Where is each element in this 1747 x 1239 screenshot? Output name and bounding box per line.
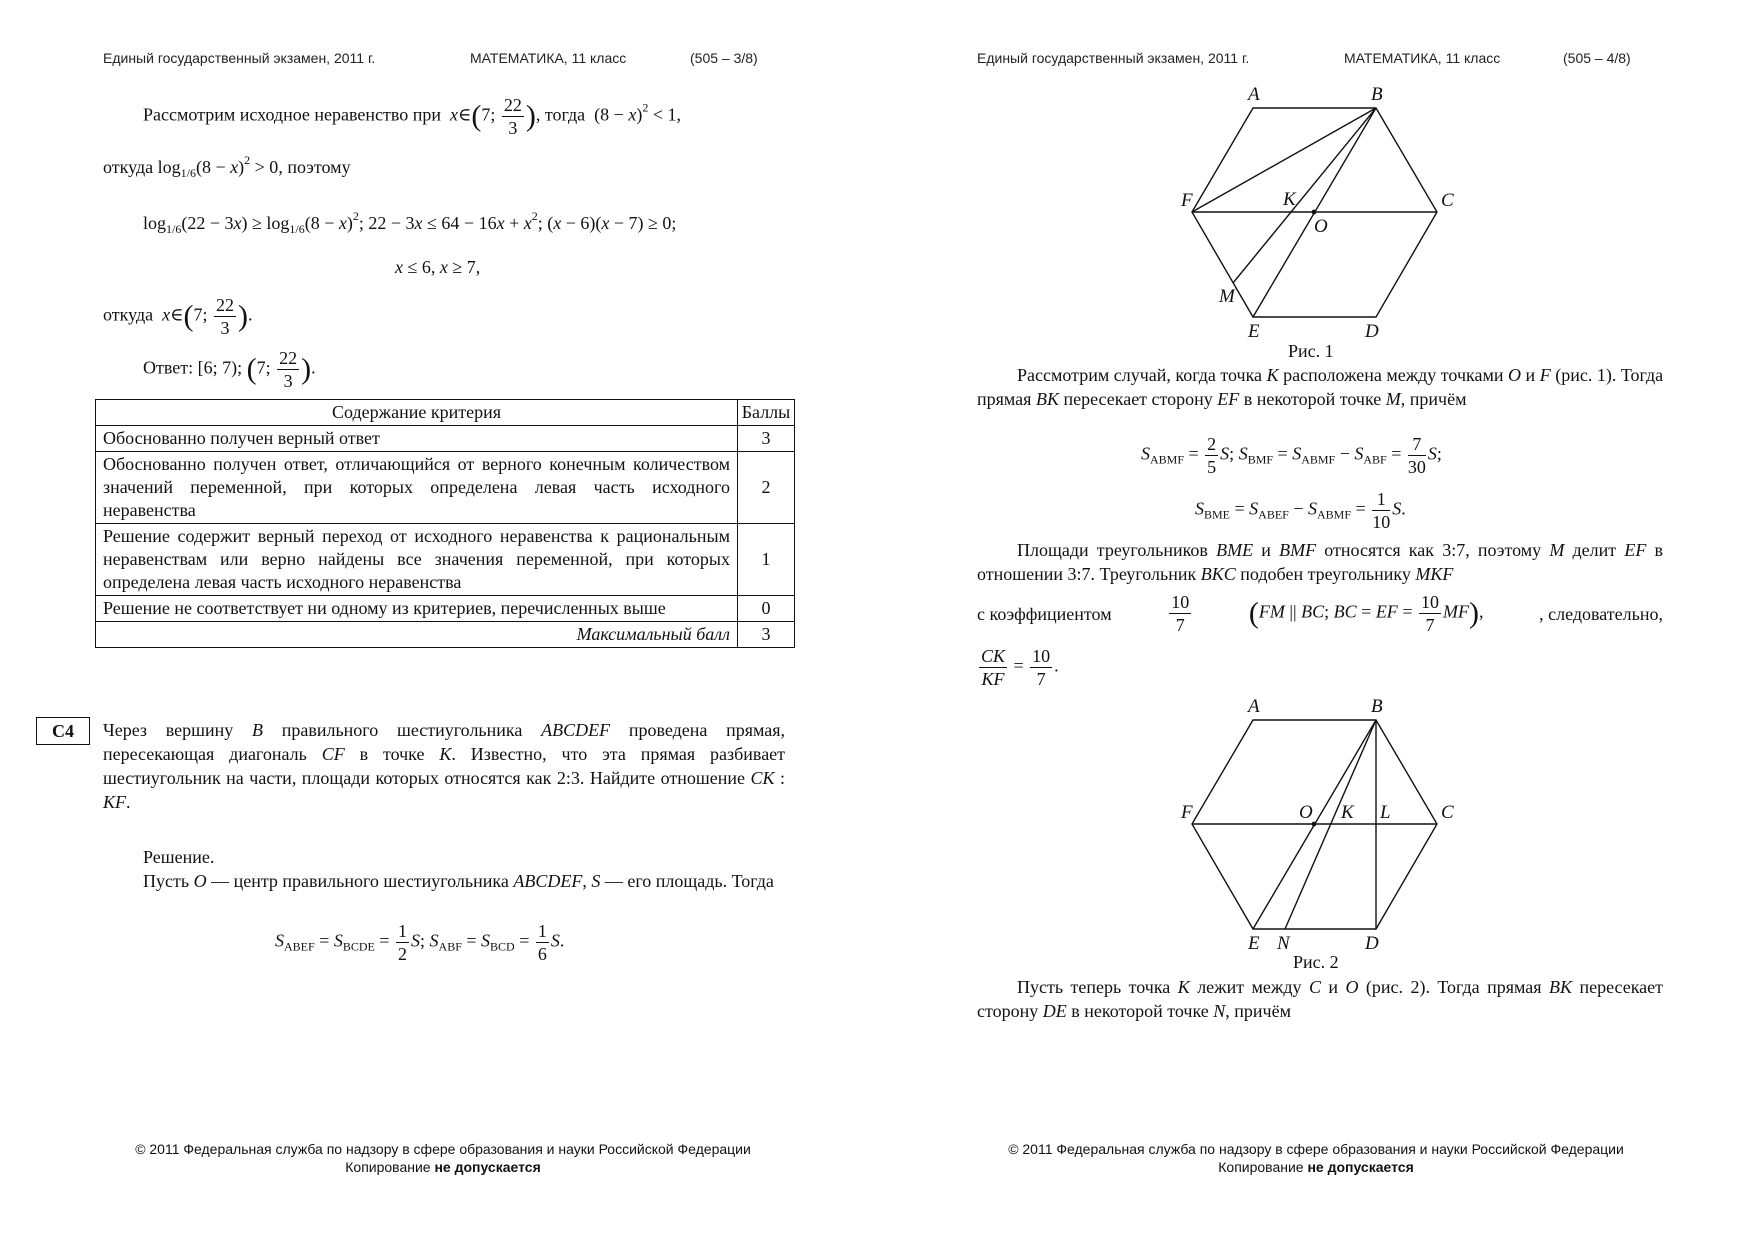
- label-m: M: [1219, 286, 1235, 307]
- text-fragment: — его: [604, 871, 652, 891]
- text-fragment: площадь. Тогда: [655, 871, 774, 891]
- solution-title: Решение.: [143, 847, 215, 867]
- label-a: A: [1248, 84, 1260, 105]
- text-fragment: и: [1328, 977, 1339, 997]
- label-b: B: [1371, 696, 1383, 717]
- footer-notice: [933, 1158, 1699, 1176]
- table-row: [96, 524, 795, 596]
- label-o: O: [1299, 802, 1313, 823]
- area-formula: $S_{ABEF} = S_{BCDE}$ = $\frac{1}{2}$ S; $S_{ABF} = S_{BCD}$ = $\frac{1}{6}$ S.: [275, 921, 565, 964]
- paragraph-3: Пусть теперь точка K лежит между C и O (рис. 2). Тогда прямая BK пересекает сторону DE в некоторой точке N, причём: [977, 977, 1664, 1021]
- footer-copyright: © 2011 Федеральная служба по надзору в сфере образования и науки Российской Федерации: [135, 1141, 751, 1157]
- text-fragment: откуда: [103, 304, 154, 325]
- formula-2: $S_{BME} = S_{ABEF} - S_{ABMF}$ = $\frac{1}{10}$ S.: [1195, 489, 1406, 532]
- text-fragment: (рис. 1). Тогда прямая: [977, 365, 1664, 409]
- text-fragment: делит: [1572, 540, 1617, 560]
- label-n: N: [1277, 933, 1290, 954]
- text-fragment: Рассмотрим случай, когда точка: [1017, 365, 1263, 385]
- header-subject: МАТЕМАТИКА, 11 класс: [1344, 50, 1501, 66]
- label-o: O: [1314, 216, 1328, 237]
- text-fragment: , причём: [1225, 1001, 1291, 1021]
- figure-1-caption: Рис. 1: [1288, 341, 1334, 361]
- table-header-row: [96, 400, 795, 426]
- text-fragment: проведена прямая, пересекающая диагональ: [103, 720, 786, 764]
- text-fragment: — центр правильного шестиугольника: [211, 871, 509, 891]
- criterion-score: 1: [738, 524, 795, 596]
- solution-line-4: x ≤ 6, x ≥ 7,: [395, 257, 481, 277]
- paragraph-1: Рассмотрим случай, когда точка K расположена между точками O и F (рис. 1). Тогда прямая BK пересекает сторону EF в некоторой точке M, причём: [977, 365, 1664, 409]
- left-page: [0, 0, 873, 1239]
- label-d: D: [1365, 321, 1379, 342]
- label-a: A: [1248, 696, 1260, 717]
- paragraph-2: Площади треугольников BME и BMF относятся как 3:7, поэтому M делит EF в отношении 3:7. Треугольник BKC подобен треугольнику MKF: [977, 540, 1664, 584]
- table-max-row: [96, 622, 795, 648]
- label-k: K: [1283, 189, 1296, 210]
- text-fragment: Копирование: [1218, 1159, 1304, 1175]
- task-statement: Через вершину B правильного шестиугольника ABCDEF проведена прямая, пересекающая диагональ CF в точке K. Известно, что эта прямая разбивает шестиугольник на части, площади которых относятся как 2:3. Найдите отношение CK : KF.: [103, 720, 786, 812]
- footer: [933, 1140, 1699, 1176]
- text-fragment: . Известно, что эта прямая разбивает шестиугольник на части, площади которых относятся как 2:3. Найдите отношение: [103, 744, 786, 788]
- text-fragment: в некоторой точке: [1071, 1001, 1209, 1021]
- text-fragment: , поэтому: [278, 157, 351, 177]
- table-row: [96, 426, 795, 452]
- right-page: [873, 0, 1747, 1239]
- text-fragment: в точке: [359, 744, 425, 764]
- header-page: (505 – 4/8): [1563, 50, 1631, 66]
- answer-label: Ответ:: [143, 357, 194, 378]
- text-fragment: не допускается: [1307, 1159, 1414, 1175]
- header-exam: Единый государственный экзамен, 2011 г.: [977, 50, 1250, 66]
- criterion-score: 2: [738, 452, 795, 524]
- header-page: (505 – 3/8): [690, 50, 758, 66]
- table-row: [96, 596, 795, 622]
- label-e: E: [1248, 321, 1260, 342]
- footer-notice: [60, 1158, 826, 1176]
- label-l: L: [1380, 802, 1391, 823]
- answer-line: Ответ: [6; 7); (7; $\frac{22}{3}$ ).: [143, 348, 316, 391]
- criteria-table: [95, 399, 795, 648]
- max-score: 3: [738, 622, 795, 648]
- footer: [60, 1140, 826, 1176]
- text-fragment: (рис. 2). Тогда прямая: [1365, 977, 1542, 997]
- text-fragment: пересекает сторону: [977, 977, 1664, 1021]
- solution-line-2: откуда $\log_{1/6}(8 - x)^2 > 0$, поэтому: [103, 153, 351, 180]
- text-fragment: относятся как 3:7, поэтому: [1324, 540, 1542, 560]
- figure-2-caption: Рис. 2: [1293, 952, 1339, 972]
- criterion-score: 0: [738, 596, 795, 622]
- text-fragment: расположена между точками: [1283, 365, 1504, 385]
- max-label: Максимальный балл: [96, 622, 738, 648]
- task-id-badge: C4: [36, 717, 90, 745]
- label-f: F: [1181, 802, 1193, 823]
- criterion-text: Решение содержит верный переход от исходного неравенства к рациональным неравенствам или верно найдены все значения переменной, при которых определена левая часть исходного неравенства: [96, 524, 738, 596]
- label-e: E: [1248, 933, 1260, 954]
- text-fragment: Пусть теперь точка: [1017, 977, 1171, 997]
- label-c: C: [1441, 190, 1454, 211]
- label-c: C: [1441, 802, 1454, 823]
- table-row: [96, 452, 795, 524]
- text-fragment: Копирование: [345, 1159, 431, 1175]
- text-fragment: правильного шестиугольника: [281, 720, 523, 740]
- figure-1: [873, 80, 1747, 360]
- label-b: B: [1371, 84, 1383, 105]
- label-k: K: [1341, 802, 1354, 823]
- figure-2: [873, 692, 1747, 962]
- ratio-result: $\frac{CK}{KF}$ = $\frac{10}{7}$ .: [981, 646, 1059, 689]
- solution-line-1: Рассмотрим исходное неравенство при x∈(7; $\frac{22}{3}$ ), тогда $(8 - x)^2 < 1$,: [143, 95, 681, 138]
- text-fragment: подобен треугольнику: [1240, 564, 1411, 584]
- solution-line-3: $\log_{1/6}(22 - 3x) \ge \log_{1/6}(8 - x)^2$; $22 - 3x \le 64 - 16x + x^2$; (x − 6)(x − 7) ≥ 0;: [143, 209, 677, 236]
- criterion-text: Обоснованно получен ответ, отличающийся от верного конечным количеством значений переменной, при которых определена левая часть исходного неравенства: [96, 452, 738, 524]
- text-fragment: в некоторой точке: [1243, 389, 1382, 409]
- label-f: F: [1181, 190, 1193, 211]
- text-fragment: Пусть: [143, 871, 190, 891]
- text-fragment: , причём: [1400, 389, 1467, 409]
- text-fragment: Через вершину: [103, 720, 234, 740]
- text-fragment: не допускается: [434, 1159, 541, 1175]
- text-fragment: , следовательно,: [1539, 603, 1663, 624]
- text-fragment: лежит между: [1197, 977, 1302, 997]
- text-fragment: Площади треугольников: [1017, 540, 1208, 560]
- text-fragment: Рассмотрим исходное неравенство при: [143, 104, 442, 125]
- text-fragment: пересекает сторону: [1063, 389, 1213, 409]
- solution-paragraph: Пусть O — центр правильного шестиугольника ABCDEF, S — его площадь. Тогда: [143, 871, 774, 891]
- text-fragment: откуда: [103, 157, 154, 177]
- label-d: D: [1365, 933, 1379, 954]
- solution-line-5: откуда x∈(7; $\frac{22}{3}$ ).: [103, 295, 253, 338]
- header-score-cell: Баллы: [738, 400, 795, 426]
- criterion-score: 3: [738, 426, 795, 452]
- formula-1: $S_{ABMF}$ = $\frac{2}{5}$ S; $S_{BMF} = S_{ABMF} - S_{ABF}$ = $\frac{7}{30}$ S;: [1141, 434, 1442, 477]
- header-content-cell: Содержание критерия: [96, 400, 738, 426]
- text-fragment: в отношении 3:7. Треугольник: [977, 540, 1664, 584]
- criterion-text: Решение не соответствует ни одному из критериев, перечисленных выше: [96, 596, 738, 622]
- header-exam: Единый государственный экзамен, 2011 г.: [103, 50, 376, 66]
- text-fragment: и: [1525, 365, 1536, 385]
- text-fragment: , тогда: [535, 104, 586, 125]
- header-subject: МАТЕМАТИКА, 11 класс: [470, 50, 627, 66]
- text-fragment: с коэффициентом: [977, 603, 1112, 624]
- paragraph-2-line-3: с коэффициентом $\frac{10}{7}$ (FM || BC; BC = EF = $\frac{10}{7}$ MF), , следовательно,: [977, 592, 1663, 635]
- text-fragment: и: [1261, 540, 1271, 560]
- criterion-text: Обоснованно получен верный ответ: [96, 426, 738, 452]
- footer-copyright: © 2011 Федеральная служба по надзору в сфере образования и науки Российской Федерации: [1008, 1141, 1624, 1157]
